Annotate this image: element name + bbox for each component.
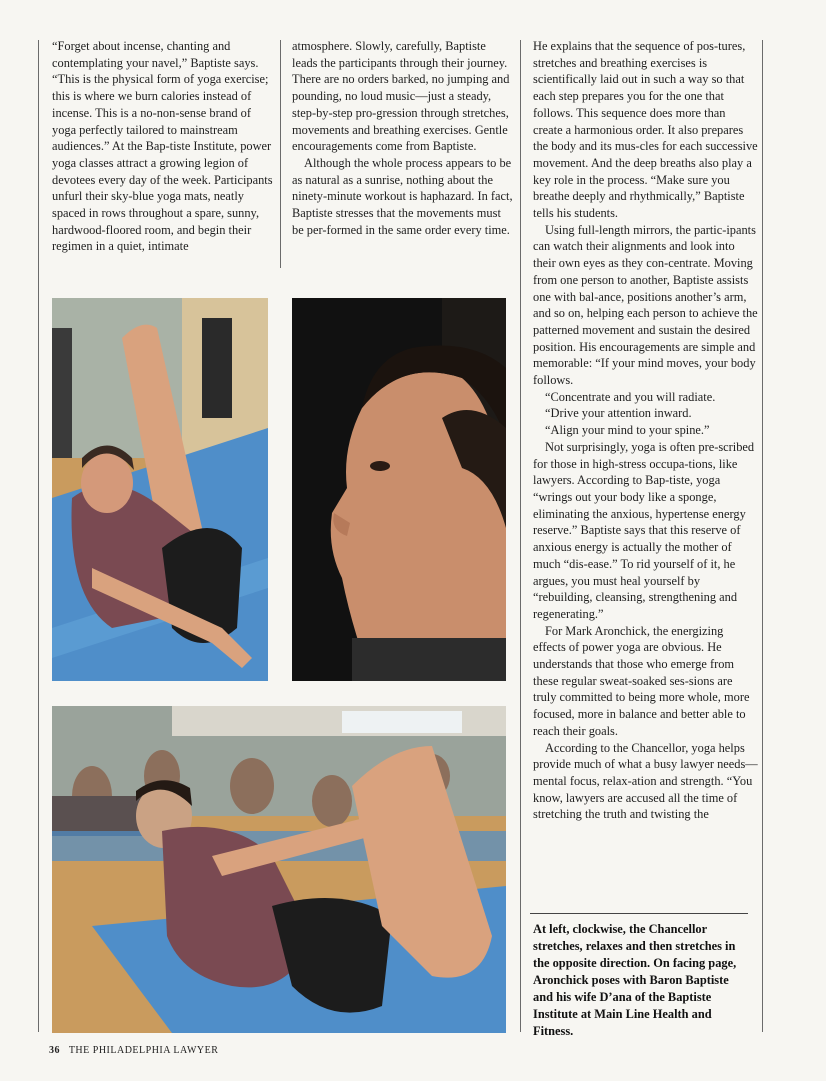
column3-paragraph-2: Using full-length mirrors, the partic-ipants can watch their alignments and look into their own eyes as they con-centrate. Moving from one person to another, Baptiste assists one with bal-ance, positions another’s arm, and so on, helping each person to achieve the patterned movement and sustain the desired position. His encouragements are simple and memorable: “If your mind moves, your body follows. (533, 222, 758, 388)
column3-paragraph-4: For Mark Aronchick, the energizing effects of power yoga are obvious. He understands that those who emerge from these regular sweat-soaked ses-sions are truly committed to being more whole, more focused, more in balance and better able to reach their goals. (533, 623, 750, 738)
column3-paragraph-3: Not surprisingly, yoga is often pre-scribed for those in high-stress occupa-tions, like lawyers. According to Bap-tiste, yoga “wrings out your body like a sponge, eliminating the anxious, hypertense energy reserve.” Baptiste says that this reserve of anxious energy is actually the mother of much “dis-ease.” To rid yourself of it, he argues, you must heal yourself by “rebuilding, cleansing, strengthening and regenerating.” (533, 439, 755, 621)
page-footer (49, 1045, 218, 1056)
article-column-1 (52, 38, 274, 255)
column-rule-2 (520, 40, 521, 1032)
right-margin-rule (762, 40, 763, 1032)
caption-rule (530, 913, 748, 914)
photo-profile-illustration (292, 298, 506, 681)
photo-leg-stretch-illustration (52, 298, 268, 681)
column1-paragraph-1: “Forget about incense, chanting and contemplating your navel,” Baptiste says. “This is the physical form of yoga exercise; this is where we burn calories instead of incense. This is a no-non-sense brand of yoga perfectly tailored to mainstream audiences.” At the Bap-tiste Institute, power yoga classes attract a growing legion of devotees every day of the week. Participants unfurl their sky-blue yoga mats, neatly spaced in rows throughout a spare, sunny, hardwood-floored room, and begin their regimen in a quiet, intimate (52, 39, 273, 254)
left-margin-rule (38, 40, 39, 1032)
column2-paragraph-1: atmosphere. Slowly, carefully, Baptiste leads the participants through their journey. There are no orders barked, no jumping and pounding, no loud music—just a steady, step-by-step pro-gression through stretches, movements and breathing exercises. Gentle encouragements come from Baptiste. (292, 39, 510, 154)
column-rule-1 (280, 40, 281, 268)
column2-paragraph-2: Although the whole process appears to be as natural as a sunrise, nothing about the ninety-minute workout is haphazard. In fact, Baptiste stresses that the movements must be per-formed in the same order every time. (292, 155, 513, 237)
page-number: 36 (49, 1045, 60, 1056)
article-column-2 (292, 38, 514, 238)
article-column-3 (533, 38, 758, 823)
publication-name: THE PHILADELPHIA LAWYER (68, 1045, 219, 1056)
photo-caption: At left, clockwise, the Chancellor stretches, relaxes and then stretches in the opposite direction. On facing page, Aronchick poses with Baron Baptiste and his wife D’ana of the Baptiste Institute at Main Line Health and Fitness. (533, 922, 737, 1038)
column3-quote-1: “Concentrate and you will radiate. (545, 389, 716, 404)
photo-leg-stretch (52, 298, 268, 681)
column3-quote-3: “Align your mind to your spine.” (545, 423, 710, 438)
photo-class-illustration (52, 706, 506, 1033)
column3-quote-2: “Drive your attention inward. (545, 406, 692, 421)
photo-class-stretch (52, 706, 506, 1033)
photo-profile-portrait (292, 298, 506, 681)
column3-paragraph-1: He explains that the sequence of pos-tures, stretches and breathing exercises is scientifically laid out in such a way so that each step prepares you for the one that follows. This sequence does more than create a harmonious order. It also prepares the body and its mus-cles for each successive movement. And the deep breaths also play a key role in the process. “Make sure you breathe deeply and rhythmically,” Baptiste tells his students. (533, 39, 758, 221)
column3-paragraph-5: According to the Chancellor, yoga helps provide much of what a busy lawyer needs—mental focus, relax-ation and strength. “You know, lawyers are accused all the time of stretching the truth and twisting the (533, 740, 758, 822)
